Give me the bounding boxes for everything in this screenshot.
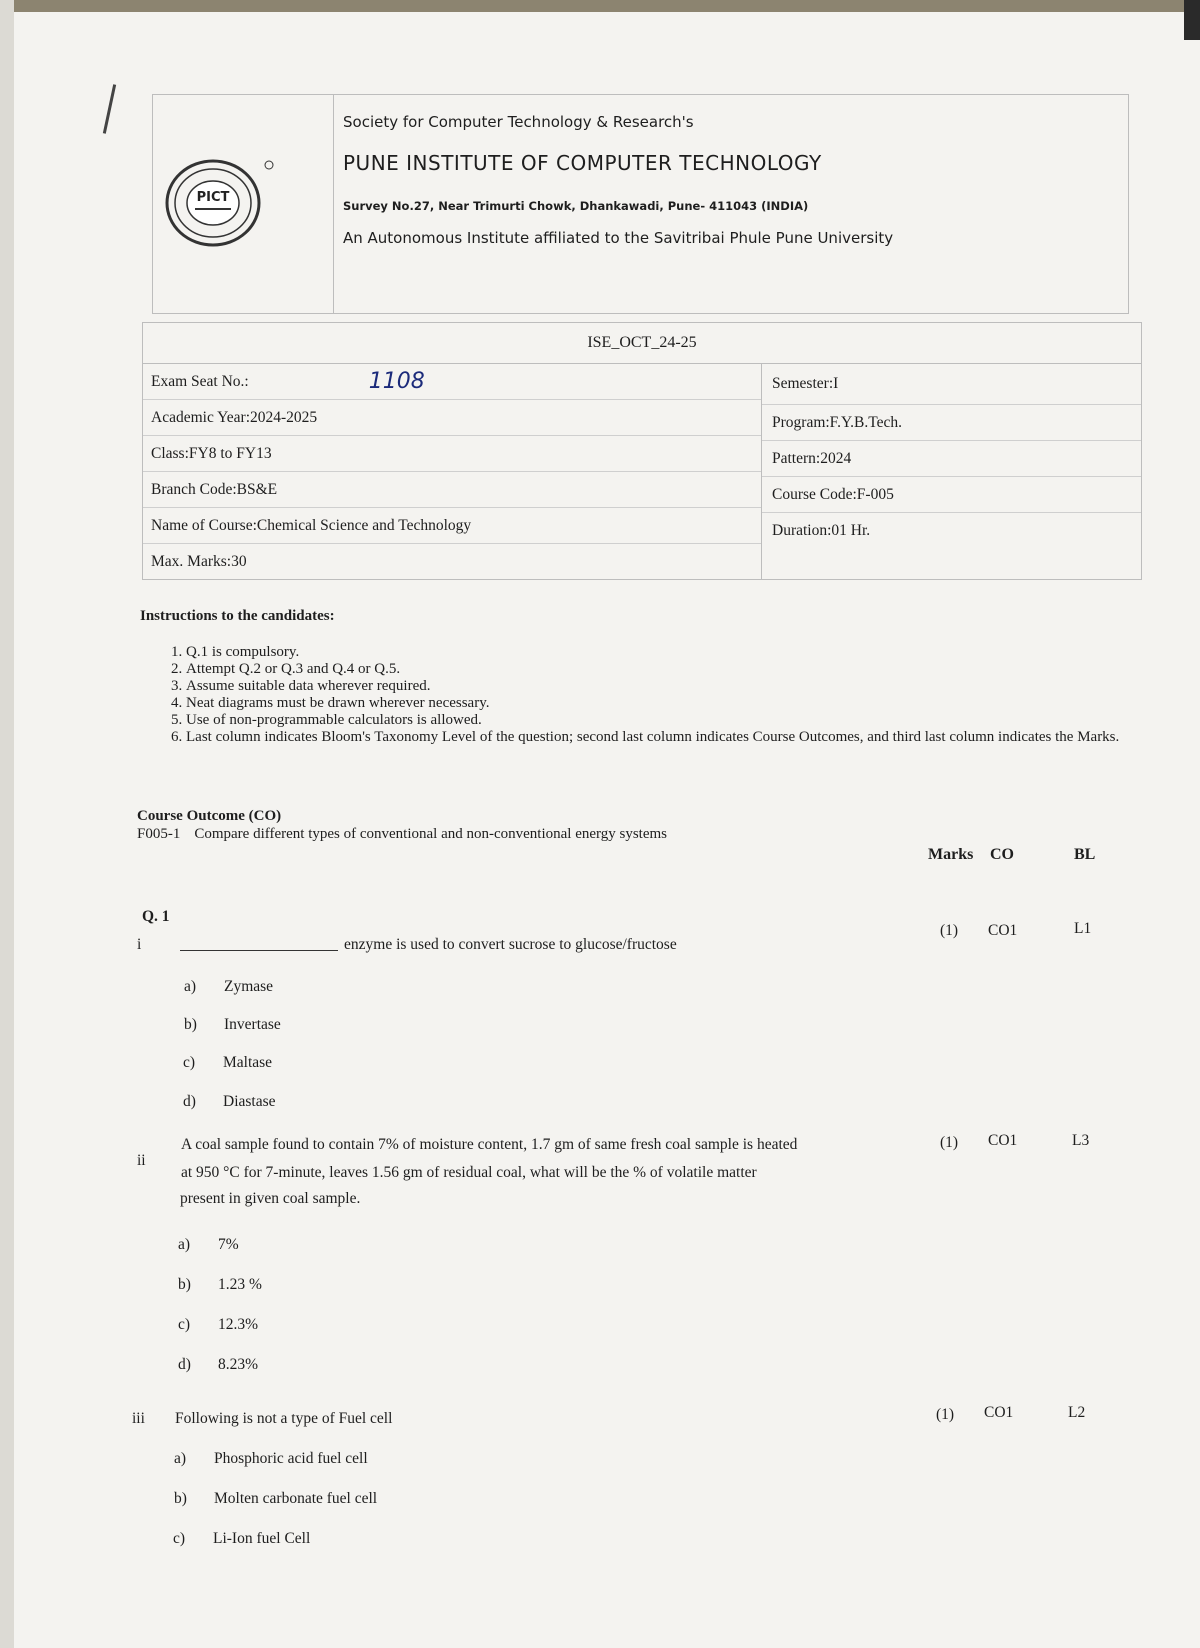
exam-info-table — [142, 322, 1142, 580]
option-text: 12.3% — [218, 1316, 259, 1333]
question-co: CO1 — [984, 1404, 1014, 1421]
question-bl: L2 — [1068, 1404, 1086, 1421]
photo-edge-left — [0, 0, 14, 1648]
option-text: 8.23% — [218, 1356, 259, 1373]
option-letter: b) — [178, 1276, 191, 1293]
institute-header — [152, 94, 1129, 314]
instruction-item: 3. Assume suitable data wherever required. — [186, 678, 1146, 695]
question-number: ii — [137, 1152, 146, 1169]
option-text: Li-Ion fuel Cell — [213, 1530, 311, 1547]
institute-affiliation: An Autonomous Institute affiliated to the Savitribai Phule Pune University — [343, 229, 894, 247]
class-info: Class:FY8 to FY13 — [143, 436, 761, 472]
option-letter: d) — [178, 1356, 191, 1373]
question-bl: L1 — [1074, 920, 1092, 937]
option-letter: c) — [183, 1054, 196, 1071]
option-text: Diastase — [223, 1093, 276, 1110]
institute-name: PUNE INSTITUTE OF COMPUTER TECHNOLOGY — [343, 151, 822, 175]
option-text: 7% — [218, 1236, 239, 1253]
society-name: Society for Computer Technology & Research's — [343, 113, 694, 131]
option-b — [184, 1016, 281, 1034]
course-outcome-code: F005-1 — [137, 826, 181, 842]
co-column-header: CO — [990, 846, 1014, 863]
question-text-line-3: present in given coal sample. — [180, 1190, 361, 1207]
question-text-line-2: at 950 °C for 7-minute, leaves 1.56 gm of residual coal, what will be the % of volatile matter — [181, 1164, 757, 1181]
question-co: CO1 — [988, 922, 1018, 939]
info-right-column — [762, 364, 1141, 579]
question-text-body: enzyme is used to convert sucrose to glucose/fructose — [344, 936, 677, 953]
option-b — [178, 1276, 262, 1294]
pen-mark — [103, 84, 116, 134]
option-letter: c) — [178, 1316, 191, 1333]
pattern: Pattern:2024 — [762, 441, 1141, 477]
info-left-column — [143, 364, 762, 579]
option-c — [183, 1054, 272, 1072]
option-a — [178, 1236, 239, 1254]
option-letter: d) — [183, 1093, 196, 1110]
question-number: i — [137, 936, 142, 953]
question-text-line-1: A coal sample found to contain 7% of moisture content, 1.7 gm of same fresh coal sample is heated — [181, 1136, 798, 1153]
option-letter: c) — [173, 1530, 186, 1547]
program: Program:F.Y.B.Tech. — [762, 405, 1141, 441]
seat-number-value: 1108 — [368, 369, 425, 394]
option-b — [174, 1490, 377, 1508]
question-text — [180, 936, 677, 954]
option-c — [173, 1530, 310, 1548]
instruction-item: 5. Use of non-programmable calculators is allowed. — [186, 712, 1146, 729]
option-a — [174, 1450, 368, 1468]
logo-text: PICT — [196, 190, 230, 205]
course-outcome-text: Compare different types of conventional and non-conventional energy systems — [194, 826, 667, 842]
course-outcome-title: Course Outcome (CO) — [137, 808, 282, 824]
instruction-item: 1. Q.1 is compulsory. — [186, 644, 1146, 661]
option-d — [183, 1093, 276, 1111]
header-text — [343, 95, 1128, 313]
photo-edge-top — [0, 0, 1200, 12]
question-number: iii — [132, 1410, 145, 1427]
option-text: 1.23 % — [218, 1276, 262, 1293]
option-d — [178, 1356, 258, 1374]
option-letter: a) — [174, 1450, 187, 1467]
option-letter: b) — [174, 1490, 187, 1507]
marks-column-header: Marks — [928, 846, 974, 863]
instruction-item: 4. Neat diagrams must be drawn wherever necessary. — [186, 695, 1146, 712]
option-text: Zymase — [224, 978, 274, 995]
instruction-item: 6. Last column indicates Bloom's Taxonomy Level of the question; second last column indicates Course Outcomes, and third last column indicates the Marks. — [186, 729, 1146, 746]
question-co: CO1 — [988, 1132, 1018, 1149]
course-outcome-line — [137, 826, 667, 843]
branch-code: Branch Code:BS&E — [143, 472, 761, 508]
question-marks: (1) — [940, 922, 959, 939]
option-letter: a) — [184, 978, 197, 995]
photo-edge-right — [1184, 0, 1200, 40]
answer-blank — [180, 950, 338, 951]
seat-number-label: Exam Seat No.: — [151, 372, 249, 390]
option-a — [184, 978, 273, 996]
question-marks: (1) — [940, 1134, 959, 1151]
question-text: Following is not a type of Fuel cell — [175, 1410, 393, 1427]
semester: Semester:I — [762, 364, 1141, 405]
logo-cell — [153, 95, 334, 313]
duration: Duration:01 Hr. — [772, 521, 871, 539]
option-text: Invertase — [224, 1016, 281, 1033]
exam-code: ISE_OCT_24-25 — [143, 323, 1141, 364]
max-marks: Max. Marks:30 — [151, 552, 247, 570]
option-letter: b) — [184, 1016, 197, 1033]
academic-year: Academic Year:2024-2025 — [143, 400, 761, 436]
course-code: Course Code:F-005 — [762, 477, 1141, 513]
instructions-title: Instructions to the candidates: — [140, 608, 335, 624]
option-c — [178, 1316, 258, 1334]
option-text: Phosphoric acid fuel cell — [214, 1450, 368, 1467]
option-letter: a) — [178, 1236, 191, 1253]
bl-column-header: BL — [1074, 846, 1096, 863]
question-bl: L3 — [1072, 1132, 1090, 1149]
seat-number-cell — [143, 364, 761, 400]
course-name: Name of Course:Chemical Science and Technology — [143, 508, 761, 544]
option-text: Maltase — [223, 1054, 273, 1071]
instruction-item: 2. Attempt Q.2 or Q.3 and Q.4 or Q.5. — [186, 661, 1146, 678]
institute-address: Survey No.27, Near Trimurti Chowk, Dhankawadi, Pune- 411043 (INDIA) — [343, 199, 809, 213]
question-1-label: Q. 1 — [142, 908, 170, 925]
pict-logo-icon — [161, 157, 281, 247]
option-text: Molten carbonate fuel cell — [214, 1490, 378, 1507]
question-marks: (1) — [936, 1406, 955, 1423]
instructions-list — [164, 644, 1146, 746]
